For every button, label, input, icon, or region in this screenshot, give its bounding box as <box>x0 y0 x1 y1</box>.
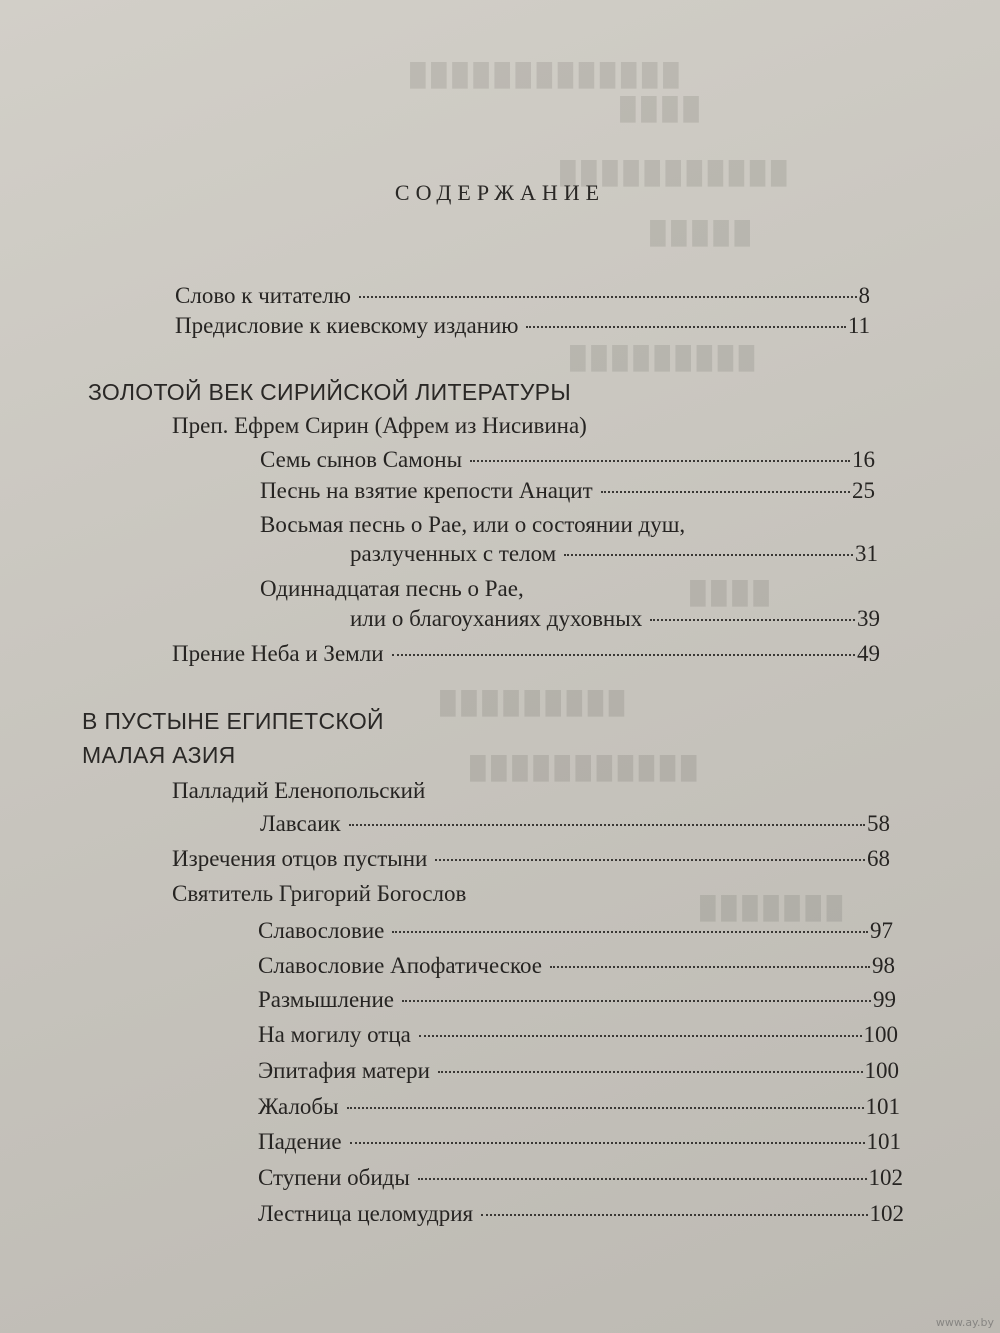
toc-entry-title-line1: Одиннадцатая песнь о Рае, <box>260 576 524 601</box>
toc-entry-title: Семь сынов Самоны <box>260 447 463 472</box>
toc-entry-title: Размышление <box>258 987 394 1012</box>
author-heading: Святитель Григорий Богослов <box>172 881 467 906</box>
dot-leader <box>418 1178 867 1180</box>
dot-leader <box>402 1000 871 1002</box>
toc-entry-title: Предисловие к киевскому изданию <box>175 313 519 338</box>
show-through-line: █ █ █ █ <box>620 96 699 121</box>
show-through-line: █ █ █ █ █ <box>650 220 750 245</box>
dot-leader <box>347 1107 864 1109</box>
toc-entry-page: 97 <box>870 918 893 943</box>
toc-entry-page: 31 <box>855 541 878 566</box>
toc-entry-page: 101 <box>866 1129 901 1154</box>
dot-leader <box>564 554 853 556</box>
dot-leader <box>601 491 850 493</box>
toc-entry[interactable] <box>258 1164 903 1192</box>
toc-entry-title: разлученных с телом <box>350 541 557 566</box>
toc-entry-page: 58 <box>867 811 890 836</box>
dot-leader <box>470 460 850 462</box>
toc-entry[interactable] <box>258 917 893 945</box>
toc-entry-title: Прение Неба и Земли <box>172 641 384 666</box>
toc-entry-page: 68 <box>867 846 890 871</box>
toc-entry-page: 11 <box>847 313 870 338</box>
toc-entry-title: Лестница целомудрия <box>258 1201 474 1226</box>
toc-entry-page: 25 <box>852 478 875 503</box>
toc-entry-title: На могилу отца <box>258 1022 411 1047</box>
show-through-line: █ █ █ █ █ █ █ █ █ █ █ <box>470 755 697 780</box>
toc-entry-page: 101 <box>865 1094 900 1119</box>
toc-entry[interactable] <box>260 810 890 838</box>
show-through-line: █ █ █ █ █ █ █ <box>700 895 843 920</box>
dot-leader <box>359 296 857 298</box>
page-title: СОДЕРЖАНИЕ <box>394 180 606 205</box>
toc-entry-title: Жалобы <box>258 1094 339 1119</box>
dot-leader <box>438 1071 863 1073</box>
watermark: www.ay.by <box>935 1316 994 1329</box>
toc-entry[interactable] <box>350 605 880 633</box>
dot-leader <box>650 619 855 621</box>
show-through-line: █ █ █ █ <box>690 580 769 605</box>
dot-leader <box>349 824 865 826</box>
dot-leader <box>392 931 868 933</box>
dot-leader <box>350 1142 865 1144</box>
toc-entry[interactable] <box>172 640 880 668</box>
toc-entry-title: Песнь на взятие крепости Анацит <box>260 478 593 503</box>
section-heading: В ПУСТЫНЕ ЕГИПЕТСКОЙ <box>82 708 384 734</box>
toc-entry-title: Слово к читателю <box>175 283 351 308</box>
toc-entry[interactable] <box>260 477 875 505</box>
toc-entry-page: 98 <box>872 953 895 978</box>
toc-entry[interactable] <box>350 540 878 568</box>
toc-entry[interactable] <box>258 1128 901 1156</box>
dot-leader <box>435 859 865 861</box>
toc-entry-page: 49 <box>857 641 880 666</box>
toc-entry-title-line1: Восьмая песнь о Рае, или о состоянии душ, <box>260 512 686 537</box>
toc-entry[interactable] <box>258 1057 899 1085</box>
toc-entry[interactable] <box>258 986 896 1014</box>
toc-entry-title: Ступени обиды <box>258 1165 410 1190</box>
toc-entry[interactable] <box>175 282 870 310</box>
dot-leader <box>526 326 845 328</box>
toc-entry-page: 100 <box>864 1058 899 1083</box>
toc-entry-page: 102 <box>868 1165 903 1190</box>
toc-entry-title: Славословие <box>258 918 385 943</box>
section-heading: ЗОЛОТОЙ ВЕК СИРИЙСКОЙ ЛИТЕРАТУРЫ <box>88 379 571 405</box>
toc-entry-page: 99 <box>873 987 896 1012</box>
toc-entry[interactable] <box>175 312 870 340</box>
toc-entry-page: 39 <box>857 606 880 631</box>
show-through-line: █ █ █ █ █ █ █ █ █ <box>570 345 755 370</box>
dot-leader <box>550 966 870 968</box>
toc-entry[interactable] <box>258 1200 904 1228</box>
toc-entry-page: 16 <box>852 447 875 472</box>
dot-leader <box>481 1214 867 1216</box>
toc-entry-page: 8 <box>858 283 870 308</box>
toc-entry[interactable] <box>258 952 895 980</box>
toc-entry-page: 100 <box>863 1022 898 1047</box>
toc-entry-title: Лавсаик <box>260 811 341 836</box>
show-through-line: █ █ █ █ █ █ █ █ █ █ █ <box>560 160 787 185</box>
show-through-line: █ █ █ █ █ █ █ █ █ █ █ █ █ <box>410 62 679 87</box>
toc-entry[interactable] <box>258 1093 900 1121</box>
author-heading: Палладий Еленопольский <box>172 778 426 803</box>
toc-entry-page: 102 <box>869 1201 904 1226</box>
toc-entry[interactable] <box>172 845 890 873</box>
toc-entry[interactable] <box>258 1021 898 1049</box>
toc-entry-title: Изречения отцов пустыни <box>172 846 428 871</box>
toc-entry-title: Падение <box>258 1129 342 1154</box>
toc-entry-title: или о благоуханиях духовных <box>350 606 643 631</box>
dot-leader <box>392 654 855 656</box>
dot-leader <box>419 1035 862 1037</box>
author-heading: Преп. Ефрем Сирин (Афрем из Нисивина) <box>172 413 587 438</box>
section-subheading: МАЛАЯ АЗИЯ <box>82 742 236 768</box>
toc-entry[interactable] <box>260 446 875 474</box>
show-through-line: █ █ █ █ █ █ █ █ █ <box>440 690 625 715</box>
toc-entry-title: Славословие Апофатическое <box>258 953 542 978</box>
toc-entry-title: Эпитафия матери <box>258 1058 430 1083</box>
